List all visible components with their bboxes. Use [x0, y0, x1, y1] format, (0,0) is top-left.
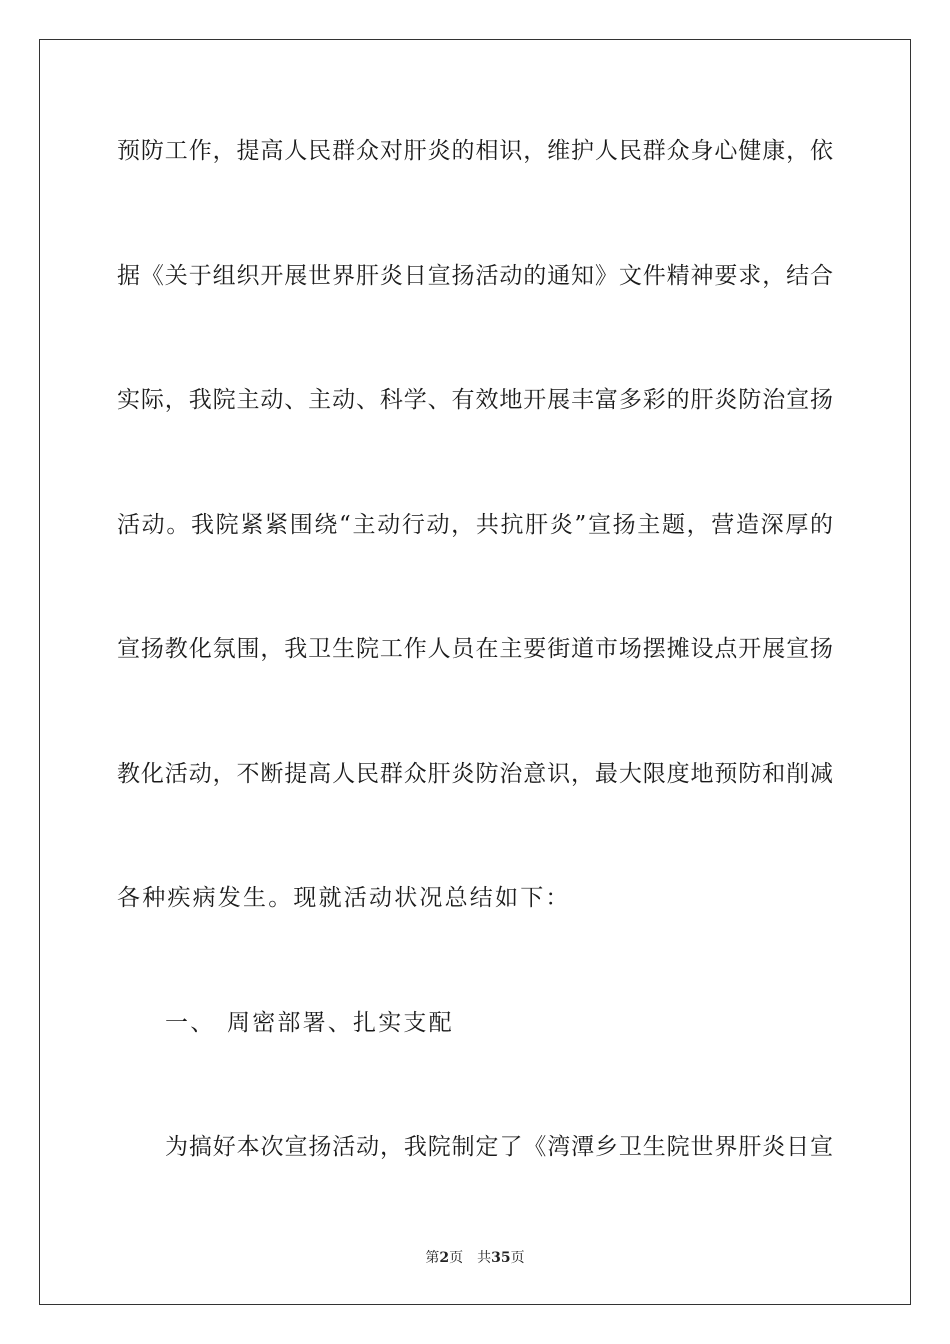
text-line-4: 活动。我院紧紧围绕“主动行动，共抗肝炎”宣扬主题，营造深厚的: [117, 512, 833, 538]
page-footer: [0, 1247, 950, 1267]
total-suffix: 页: [510, 1250, 525, 1266]
text-line-6: 教化活动，不断提高人民群众肝炎防治意识，最大限度地预防和削减: [117, 761, 833, 787]
page-border: [39, 39, 911, 1305]
page-number: 2: [439, 1250, 450, 1266]
text-line-7: 各种疾病发生。现就活动状况总结如下：: [117, 885, 571, 911]
section-heading-text: 周密部署、扎实支配: [227, 1010, 454, 1036]
section-heading-number: 一、: [165, 1010, 216, 1036]
text-line-1: 预防工作，提高人民群众对肝炎的相识，维护人民群众身心健康，依: [117, 138, 833, 164]
section-heading: [165, 1008, 454, 1038]
page-prefix: 第: [425, 1250, 440, 1266]
paragraph-start-line: 为搞好本次宣扬活动，我院制定了《湾潭乡卫生院世界肝炎日宣: [165, 1134, 833, 1160]
total-pages: 35: [491, 1250, 511, 1266]
text-line-3: 实际，我院主动、主动、科学、有效地开展丰富多彩的肝炎防治宣扬: [117, 387, 833, 413]
text-line-2: 据《关于组织开展世界肝炎日宣扬活动的通知》文件精神要求，结合: [117, 263, 833, 289]
text-line-5: 宣扬教化氛围，我卫生院工作人员在主要街道市场摆摊设点开展宣扬: [117, 636, 833, 662]
page-suffix: 页: [449, 1250, 464, 1266]
total-prefix: 共: [477, 1250, 492, 1266]
